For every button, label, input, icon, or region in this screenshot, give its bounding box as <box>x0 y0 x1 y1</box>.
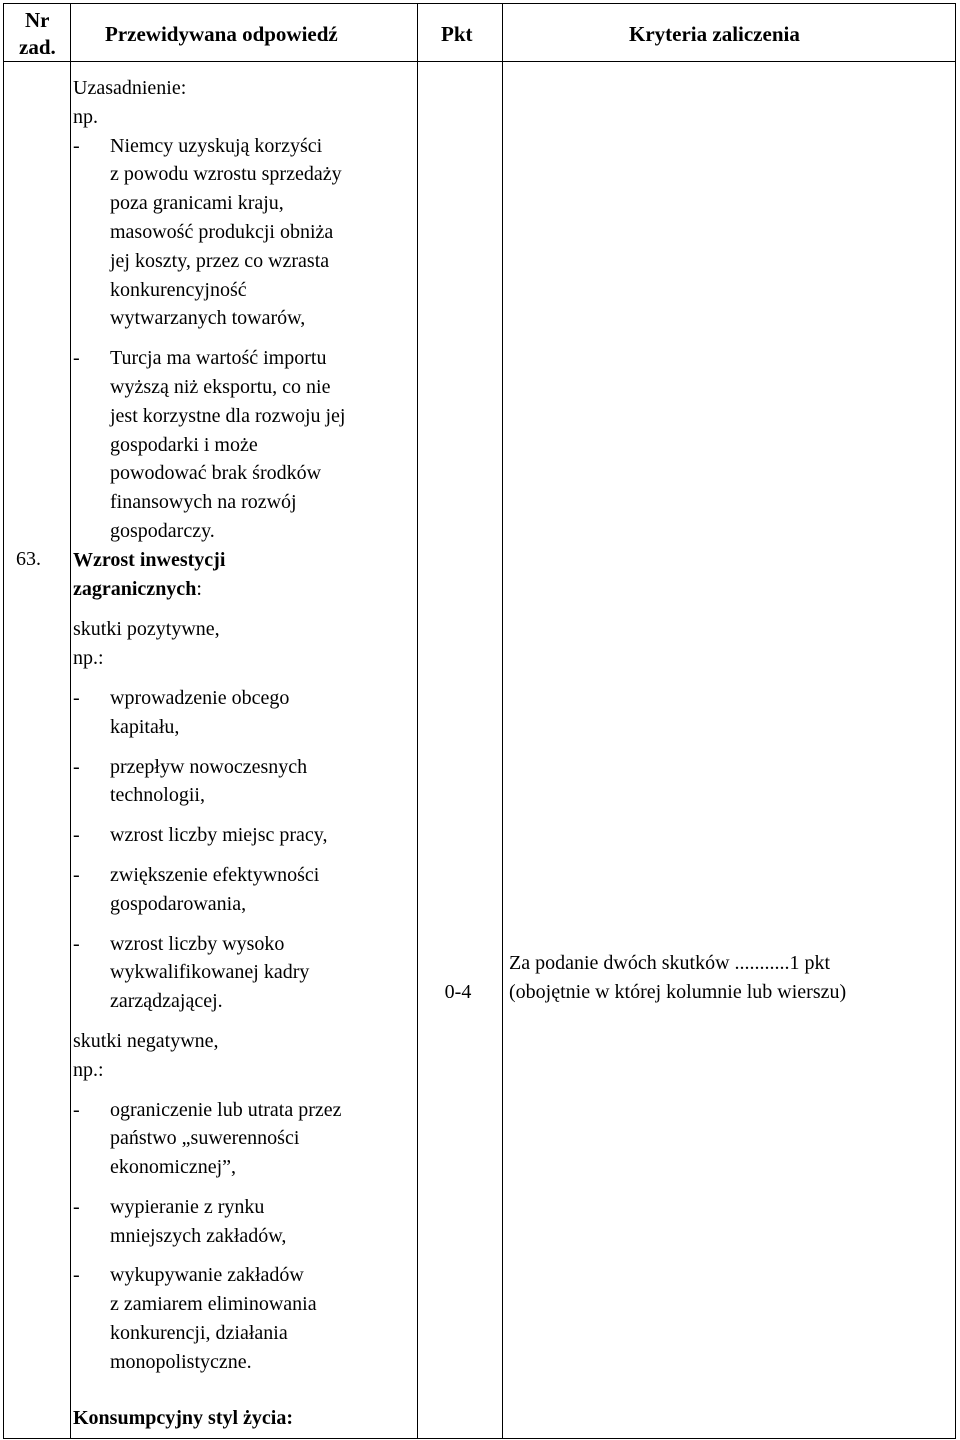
justification-label: Uzasadnienie: <box>73 77 187 99</box>
list-item-positive: - wzrost liczby miejsc pracy, <box>73 821 418 850</box>
np-label: np.: <box>73 1058 104 1081</box>
criteria-text <box>509 949 846 1007</box>
column-divider-3 <box>502 4 503 1438</box>
column-divider-1 <box>70 4 71 1438</box>
dash: - <box>73 1264 80 1287</box>
dash: - <box>73 1098 80 1121</box>
criteria-line-2: (obojętnie w której kolumnie lub wierszu) <box>509 981 847 1003</box>
positive-effects-label: skutki pozytywne, <box>73 618 220 641</box>
dash: - <box>73 824 80 847</box>
np-label: np. <box>73 105 98 128</box>
list-item-positive: - wprowadzenie obcego kapitału, <box>73 684 418 742</box>
dash: - <box>73 863 80 886</box>
heading-consumption: Konsumpcyjny styl życia: <box>73 1406 293 1429</box>
list-item-positive: - przepływ nowoczesnych technologii, <box>73 753 418 811</box>
header-divider <box>4 61 955 62</box>
dash: - <box>73 755 80 778</box>
np-label: np.: <box>73 647 104 670</box>
task-number: 63. <box>16 548 41 570</box>
dash: - <box>73 686 80 709</box>
list-item-negative: - ograniczenie lub utrata przez państwo „suwerenności ekonomicznej”, <box>73 1096 418 1182</box>
dash: - <box>73 1195 80 1218</box>
dash: - <box>73 932 80 955</box>
dash: - <box>73 134 80 157</box>
answer-column: Uzasadnienie: np. - Niemcy uzyskują korzyści z powodu wzrostu sprzedaży poza granicami kraju, masowość produkcji obniża jej koszty, przez co wzrasta konkurencyjność wytwarzanych towarów, - Turcja ma wartość importu wyższą niż eksportu, co nie jest korzystne dla rozwoju jej gospodarki i może powodować brak środków finansowych na rozwój gospodarczy. Wzrost inwestycji zagranicznych: skutki pozytywne, np.: - wprowadzenie obcego kapitału, - przepływ nowoczesnych technologii, - wzrost liczby miejsc pracy, - zwiększenie efektywności gospodarowania, - wzrost liczby wysoko wykwalifikowanej kadry zarządzającej. skutki negatywne, np.: - ograniczenie lub utrata przez państwo „suwerenności ekonomicznej”, - wypieranie z rynku mniejszych zakładów, - wykupywanie zakładów z zamiarem eliminowania konkurencji, działania monopolistyczne. Konsumpcyjny styl życia: <box>73 74 418 1432</box>
negative-effects-label: skutki negatywne, <box>73 1029 219 1052</box>
heading-investments: Wzrost inwestycji <box>73 548 226 571</box>
list-item-negative: - wypieranie z rynku mniejszych zakładów, <box>73 1193 418 1251</box>
header-criteria: Kryteria zaliczenia <box>629 22 800 46</box>
list-item-positive: - wzrost liczby wysoko wykwalifikowanej kadry zarządzającej. <box>73 930 418 1016</box>
header-nr: Nr <box>25 8 50 32</box>
header-points: Pkt <box>441 22 473 46</box>
header-zad: zad. <box>19 35 56 59</box>
points-value: 0-4 <box>444 981 472 1003</box>
header-answer: Przewidywana odpowiedź <box>105 22 338 46</box>
dash: - <box>73 347 80 370</box>
list-item-negative: - wykupywanie zakładów z zamiarem eliminowania konkurencji, działania monopolistyczne. <box>73 1261 418 1376</box>
list-item-positive: - zwiększenie efektywności gospodarowania, <box>73 861 418 919</box>
list-item-turkey: - Turcja ma wartość importu wyższą niż eksportu, co nie jest korzystne dla rozwoju jej gospodarki i może powodować brak środków finansowych na rozwój gospodarczy. <box>73 344 418 546</box>
list-item-germany: - Niemcy uzyskują korzyści z powodu wzrostu sprzedaży poza granicami kraju, masowość produkcji obniża jej koszty, przez co wzrasta konkurencyjność wytwarzanych towarów, <box>73 132 418 334</box>
criteria-line-1: Za podanie dwóch skutków ...........1 pkt <box>509 952 831 974</box>
